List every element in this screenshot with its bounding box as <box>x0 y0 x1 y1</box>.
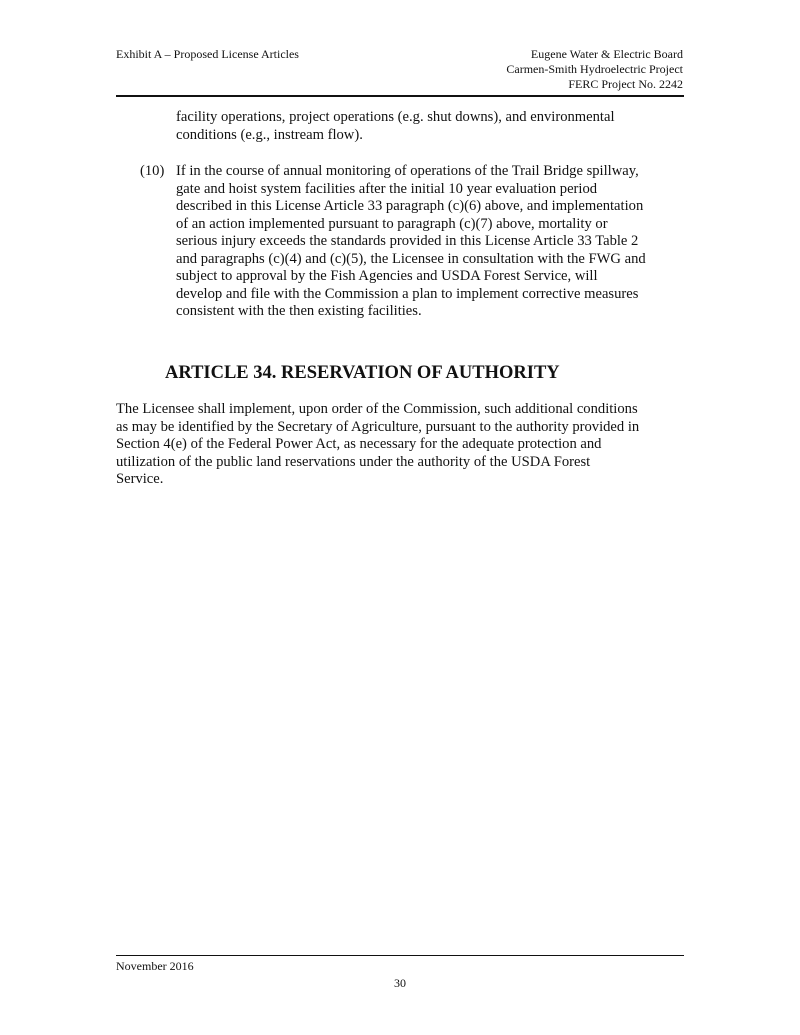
list-item-number: (10) <box>140 163 165 179</box>
page-number: 30 <box>394 976 406 990</box>
text-line: facility operations, project operations (e.g. shut downs), and environmental <box>176 109 615 125</box>
text-line: as may be identified by the Secretary of Agriculture, pursuant to the authority provided in <box>116 418 640 435</box>
text-line: Service. <box>116 471 164 487</box>
text-line: and paragraphs (c)(4) and (c)(5), the Licensee in consultation with the FWG and <box>176 250 646 267</box>
article-34-heading: ARTICLE 34. RESERVATION OF AUTHORITY <box>165 363 560 383</box>
text-line: described in this License Article 33 paragraph (c)(6) above, and implementation <box>176 198 644 214</box>
text-line: consistent with the then existing facilities. <box>176 303 422 319</box>
text-line: of an action implemented pursuant to paragraph (c)(7) above, mortality or <box>176 215 608 232</box>
text-line: The Licensee shall implement, upon order of the Commission, such additional conditions <box>116 401 638 417</box>
text-line: conditions (e.g., instream flow). <box>176 126 363 143</box>
text-line: gate and hoist system facilities after the initial 10 year evaluation period <box>176 180 598 197</box>
header-exhibit-title: Exhibit A – Proposed License Articles <box>116 47 299 61</box>
text-line: develop and file with the Commission a plan to implement corrective measures <box>176 285 639 302</box>
footer-divider <box>116 955 684 956</box>
text-line: If in the course of annual monitoring of operations of the Trail Bridge spillway, <box>176 163 639 179</box>
article-34-paragraph <box>116 401 686 489</box>
footer-date: November 2016 <box>116 959 194 973</box>
header-project-info <box>506 47 683 92</box>
text-line: Section 4(e) of the Federal Power Act, as necessary for the adequate protection and <box>116 436 602 452</box>
text-line: serious injury exceeds the standards provided in this License Article 33 Table 2 <box>176 233 639 249</box>
header-project-name: Carmen-Smith Hydroelectric Project <box>506 62 683 76</box>
text-line: subject to approval by the Fish Agencies and USDA Forest Service, will <box>176 268 598 284</box>
header-organization: Eugene Water & Electric Board <box>530 47 683 61</box>
text-line: utilization of the public land reservations under the authority of the USDA Forest <box>116 453 591 470</box>
header-ferc-number: FERC Project No. 2242 <box>568 77 683 91</box>
header-divider <box>116 95 684 97</box>
list-item-text <box>176 163 686 321</box>
continued-paragraph <box>176 109 686 144</box>
